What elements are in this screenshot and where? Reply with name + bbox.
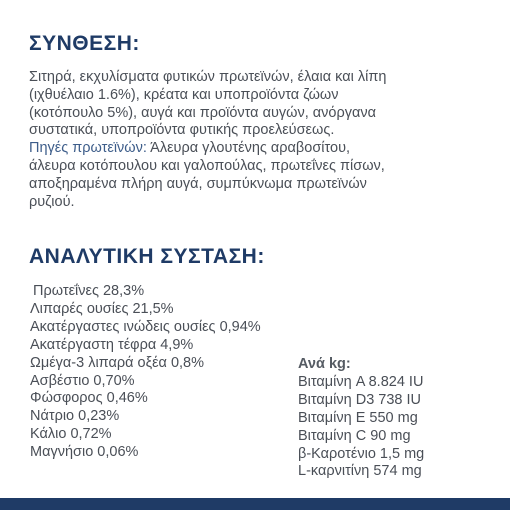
- bottom-brand-bar: [0, 498, 510, 510]
- vitamins-per-kg: [298, 356, 424, 481]
- protein-sources-line: αποξηραμένα πλήρη αυγά, συμπύκνωμα πρωτεϊνών: [29, 175, 367, 192]
- composition-text: [29, 69, 489, 211]
- analytical-composition-list: [30, 283, 261, 462]
- protein-sources-line: ρυζιού.: [29, 193, 75, 210]
- protein-sources-first-line: [29, 140, 489, 158]
- analysis-item-phosphorus: Φώσφορος 0,46%: [30, 390, 148, 407]
- vitamin-a: Βιταμίνη A 8.824 IU: [298, 373, 424, 390]
- vitamin-d3: Βιταμίνη D3 738 IU: [298, 391, 422, 408]
- composition-line: συστατικά, υποπροϊόντα φυτικής προελεύσεως.: [29, 122, 335, 139]
- l-carnitine: L-καρνιτίνη 574 mg: [298, 463, 422, 480]
- vitamin-c: Βιταμίνη C 90 mg: [298, 427, 411, 444]
- analytical-composition-heading: ΑΝΑΛΥΤΙΚΗ ΣΥΣΤΑΣΗ:: [29, 245, 265, 268]
- analysis-item-fat: Λιπαρές ουσίες 21,5%: [30, 300, 174, 317]
- analysis-item-fibre: Ακατέργαστες ινώδεις ουσίες 0,94%: [30, 318, 261, 335]
- protein-sources-text: Άλευρα γλουτένης αραβοσίτου,: [146, 140, 351, 157]
- protein-sources-label: Πηγές πρωτεϊνών:: [29, 140, 147, 157]
- analysis-item-potassium: Κάλιο 0,72%: [30, 426, 112, 443]
- per-kg-label: Ανά kg:: [298, 356, 351, 372]
- analysis-item-magnesium: Μαγνήσιο 0,06%: [30, 444, 139, 461]
- analysis-item-ash: Ακατέργαστη τέφρα 4,9%: [30, 336, 194, 353]
- composition-heading: ΣΥΝΘΕΣΗ:: [29, 32, 140, 55]
- analysis-item-sodium: Νάτριο 0,23%: [30, 408, 120, 425]
- analysis-item-calcium: Ασβέστιο 0,70%: [30, 372, 135, 389]
- analysis-item-protein: Πρωτεΐνες 28,3%: [33, 283, 145, 299]
- vitamin-e: Βιταμίνη E 550 mg: [298, 409, 418, 426]
- composition-line: (κοτόπουλο 5%), αυγά και προϊόντα αυγών, ανόργανα: [29, 104, 376, 121]
- vitamins-list: [298, 374, 424, 481]
- beta-carotene: β-Καροτένιο 1,5 mg: [298, 445, 425, 462]
- composition-line: (ιχθυέλαιο 1.6%), κρέατα και υποπροϊόντα ζώων: [29, 86, 339, 103]
- analysis-item-omega3: Ωμέγα-3 λιπαρά οξέα 0,8%: [30, 354, 205, 371]
- protein-sources-line: άλευρα κοτόπουλου και γαλοπούλας, πρωτεΐνες πίσων,: [29, 157, 385, 174]
- composition-line: Σιτηρά, εκχυλίσματα φυτικών πρωτεϊνών, έλαια και λίπη: [29, 69, 387, 85]
